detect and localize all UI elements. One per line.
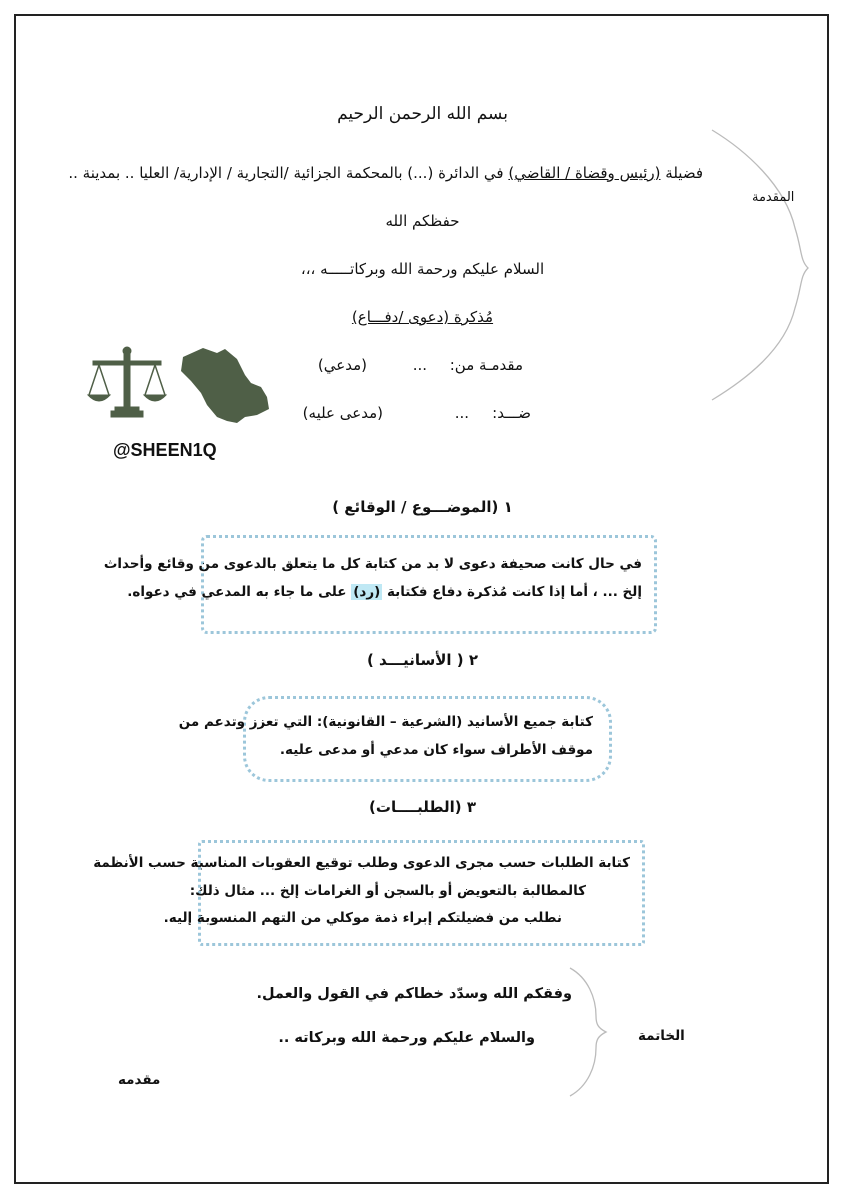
- section-1-line-1: في حال كانت صحيفة دعوى لا بد من كتابة كل ما يتعلق بالدعوى من وقائع وأحداث: [103, 556, 642, 572]
- watermark: @SHEEN1Q: [113, 440, 217, 460]
- section-3-line-3: نطلب من فضيلتكم إبراء ذمة موكلي من التهم المنسوبة إليه.: [163, 910, 562, 926]
- closing-line-2: والسلام عليكم ورحمة الله وبركاته ..: [278, 1030, 535, 1046]
- memo-title: مُذكرة (دعوى /دفـــاع): [351, 308, 494, 326]
- defendant-label: ضـــد:: [492, 404, 531, 422]
- conclusion-label: الخاتمة: [638, 1028, 685, 1044]
- plaintiff-role: (مدعي): [317, 356, 367, 374]
- salutation-suffix: في الدائرة (...) بالمحكمة الجزائية /التجارية / الإدارية/ العليا .. بمدينة ..: [68, 164, 504, 182]
- defendant-role: (مدعى عليه): [302, 404, 383, 422]
- section-1-line-2-before: إلخ ... ، أما إذا كانت مُذكرة دفاع فكتابة: [386, 584, 642, 600]
- plaintiff-dots: ...: [412, 356, 427, 374]
- section-1-heading: ١ (الموضـــوع / الوقائع ): [332, 498, 513, 516]
- section-1-highlight: (رد): [353, 584, 381, 600]
- intro-label: المقدمة: [752, 190, 795, 205]
- section-3-line-1: كتابة الطلبات حسب مجرى الدعوى وطلب توقيع العقوبات المناسبة حسب الأنظمة: [93, 855, 630, 871]
- section-1-line-2-after: على ما جاء به المدعي في دعواه.: [127, 584, 347, 600]
- defendant-dots: ...: [454, 404, 469, 422]
- hafizakum: حفظكم الله: [385, 212, 460, 230]
- basmala: بسم الله الرحمن الرحيم: [337, 104, 508, 124]
- judge-title: (رئيس وقضاة / القاضي): [508, 164, 661, 182]
- section-3-line-2: كالمطالبة بالتعويض أو بالسجن أو الغرامات إلخ ... مثال ذلك:: [189, 883, 586, 899]
- section-2-heading: ٢ ( الأسانيـــد ): [366, 651, 479, 669]
- section-3-heading: ٣ (الطلبــــات): [369, 798, 476, 816]
- salutation-prefix: فضيلة: [665, 164, 703, 182]
- section-2-line-2: موقف الأطراف سواء كان مدعي أو مدعى عليه.: [279, 742, 593, 758]
- bottom-label: مقدمه: [118, 1072, 161, 1088]
- section-2-line-1: كتابة جميع الأسانيد (الشرعية – القانونية): التي تعزز وتدعم من: [178, 714, 593, 730]
- greeting: السلام عليكم ورحمة الله وبركاتـــــه ،،،: [300, 260, 545, 278]
- plaintiff-label: مقدمـة من:: [449, 356, 523, 374]
- closing-line-1: وفقكم الله وسدّد خطاكم في القول والعمل.: [256, 986, 572, 1002]
